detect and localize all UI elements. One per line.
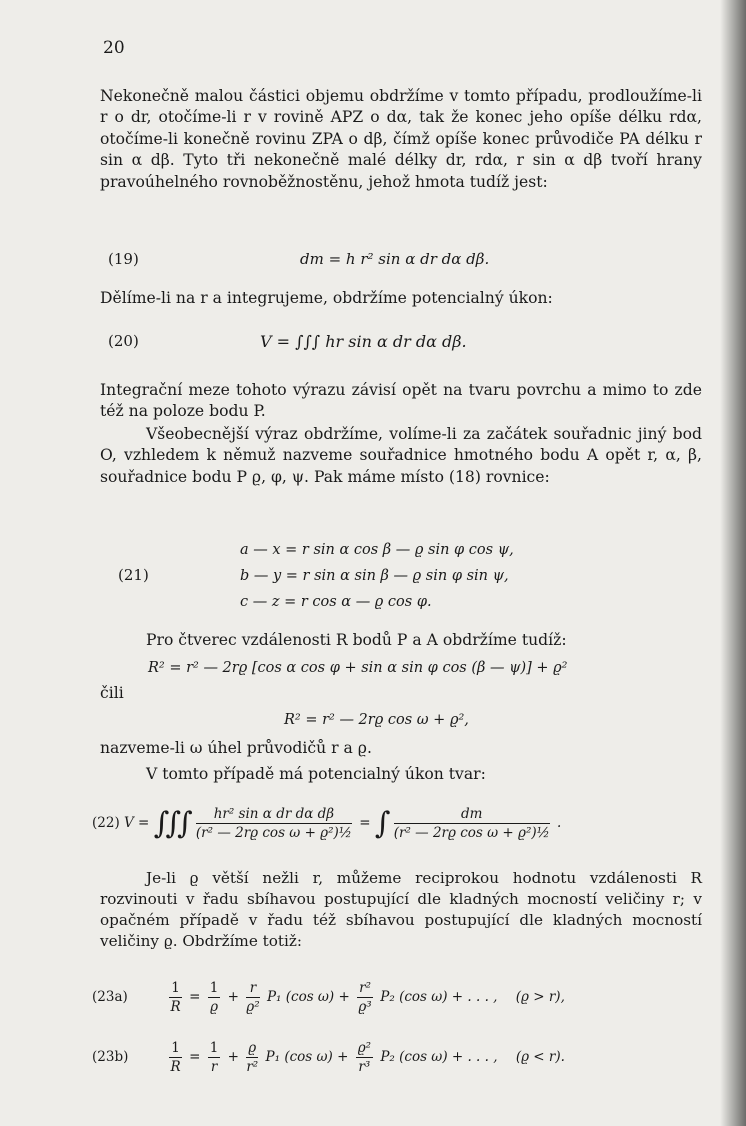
page-number: 20: [103, 38, 125, 58]
fraction-numerator: ϱ: [248, 1040, 257, 1056]
fraction-denominator: R: [170, 1059, 181, 1075]
fraction: [169, 980, 182, 1015]
fraction-denominator: (r² — 2rϱ cos ω + ϱ²)½: [195, 825, 352, 841]
fraction-numerator: 1: [171, 1040, 180, 1056]
fraction-denominator: r: [210, 1059, 218, 1075]
equation-lhs: V =: [124, 815, 150, 831]
condition: (ϱ < r).: [515, 1049, 565, 1065]
term-tail: P₂ (cos ω) + . . . ,: [380, 1049, 498, 1065]
integral-sign: ∫: [176, 806, 193, 841]
fraction: [246, 1040, 258, 1075]
paragraph-1: Nekonečně malou částici objemu obdržíme v tomto případu, prodloužíme-li r o dr, otočíme-li r v rovině APZ o dα, tak že konec jeho opíše délku rdα, otočíme-li konečně rovinu ZPA o dβ, čímž opíše konec průvodiče PA délku r sin α dβ. Tyto tři nekonečně malé délky dr, rdα, r sin α dβ tvoří hrany pravoúhelného rovnoběžnostěnu, jehož hmota tudíž jest:: [100, 87, 702, 191]
equation-label: (23a): [92, 989, 128, 1005]
equation-distance-full: R² = r² — 2rϱ [cos α cos φ + sin α sin φ cos (β — ψ)] + ϱ²: [148, 660, 568, 676]
equation-label: (21): [118, 566, 149, 584]
fraction-numerator: 1: [209, 980, 219, 996]
equation-23a: (23a) $\frac{1}{R}$ = $\frac{1}{ϱ}$ + $\frac{r}{\text{ϱ²}}$ P₁ (cos ω) + $\frac{\text{r²}}{\text{ϱ³}}$ P₂ (cos ω) + . . . , (ϱ > r),: [92, 980, 565, 1015]
fraction: [394, 806, 550, 841]
equation-row: b — y = r sin α sin β — ϱ sin φ sin ψ,: [240, 568, 509, 584]
paragraph-5: Pro čtverec vzdálenosti R bodů P a A obdržíme tudíž:: [146, 631, 567, 649]
fraction-denominator: ϱ: [210, 999, 219, 1015]
equation-22: [92, 800, 712, 860]
fraction: [246, 980, 259, 1015]
fraction: [357, 980, 373, 1015]
equation-label: (22): [92, 815, 120, 831]
fraction-numerator: dm: [394, 806, 550, 824]
fraction-denominator: R: [170, 999, 181, 1015]
fraction-numerator: ϱ²: [357, 1040, 372, 1056]
equation-formula: V = ∫∫∫ hr sin α dr dα dβ.: [260, 332, 467, 351]
term-tail: P₁ (cos ω): [266, 989, 335, 1005]
equation-label: (20): [108, 332, 139, 350]
equation-label: (19): [108, 250, 139, 268]
term-tail: P₂ (cos ω) + . . . ,: [380, 989, 498, 1005]
fraction-denominator: ϱ³: [358, 999, 372, 1015]
equation-19: [100, 250, 710, 278]
fraction-denominator: r²: [246, 1059, 259, 1075]
paragraph-6: nazveme-li ω úhel průvodičů r a ϱ.: [100, 739, 372, 757]
integral-sign: ∫: [153, 806, 170, 841]
equation-row: a — x = r sin α cos β — ϱ sin φ cos ψ,: [240, 542, 514, 558]
page-edge-shadow: [720, 0, 746, 1126]
integral-sign: ∫: [165, 806, 181, 841]
paragraph-4: Všeobecnější výraz obdržíme, volíme-li za začátek souřadnic jiný bod O, vzhledem k němuž nazveme souřadnice hmotného bodu A opět r, α, β, souřadnice bodu P ϱ, φ, ψ. Pak máme místo (18) rovnice:: [100, 425, 702, 486]
paragraph-7: V tomto případě má potencialný úkon tvar:: [146, 765, 486, 783]
fraction-numerator: 1: [209, 1040, 219, 1056]
equation-label: (23b): [92, 1049, 129, 1065]
fraction: [208, 980, 221, 1015]
fraction-numerator: r²: [359, 980, 371, 996]
equation-23b: (23b) $\frac{1}{R}$ = $\frac{1}{r}$ + $\frac{ϱ}{\text{r²}}$ P₁ (cos ω) + $\frac{\text{ϱ²}}{\text{r³}}$ P₂ (cos ω) + . . . , (ϱ < r).: [92, 1040, 565, 1075]
equation-row: c — z = r cos α — ϱ cos φ.: [240, 594, 432, 610]
equation-end: .: [557, 815, 562, 831]
paragraph-2: Dělíme-li na r a integrujeme, obdržíme potencialný úkon:: [100, 289, 553, 307]
condition: (ϱ > r),: [515, 989, 565, 1005]
fraction-denominator: ϱ²: [246, 999, 260, 1015]
fraction: [196, 806, 352, 841]
fraction-denominator: r³: [358, 1059, 371, 1075]
integral-sign: ∫: [374, 806, 391, 841]
fraction-numerator: hr² sin α dr dα dβ: [196, 806, 352, 824]
equals-sign: =: [359, 815, 371, 831]
fraction: [356, 1040, 373, 1075]
equation-formula: dm = h r² sin α dr dα dβ.: [300, 250, 490, 268]
paragraph-8: Je-li ϱ větší nežli r, můžeme reciprokou hodnotu vzdálenosti R rozvinouti v řadu sbíhavou postupující dle kladných mocností veličiny r; v opačném případě v řadu též sbíhavou postupující dle kladných mocností veličiny ϱ. Obdržíme totiž:: [100, 869, 702, 950]
word-cili: čili: [100, 684, 124, 702]
equation-20: [100, 332, 710, 360]
fraction-numerator: r: [246, 980, 259, 998]
fraction: [208, 1040, 221, 1075]
fraction: [169, 1040, 182, 1075]
fraction-denominator: (r² — 2rϱ cos ω + ϱ²)½: [393, 825, 550, 841]
paragraph-3: Integrační meze tohoto výrazu závisí opět na tvaru povrchu a mimo to zde též na poloze bodu P.: [100, 381, 702, 421]
equation-distance-short: R² = r² — 2rϱ cos ω + ϱ²,: [284, 712, 469, 728]
term-tail: P₁ (cos ω): [265, 1049, 333, 1065]
fraction-numerator: 1: [171, 980, 180, 996]
